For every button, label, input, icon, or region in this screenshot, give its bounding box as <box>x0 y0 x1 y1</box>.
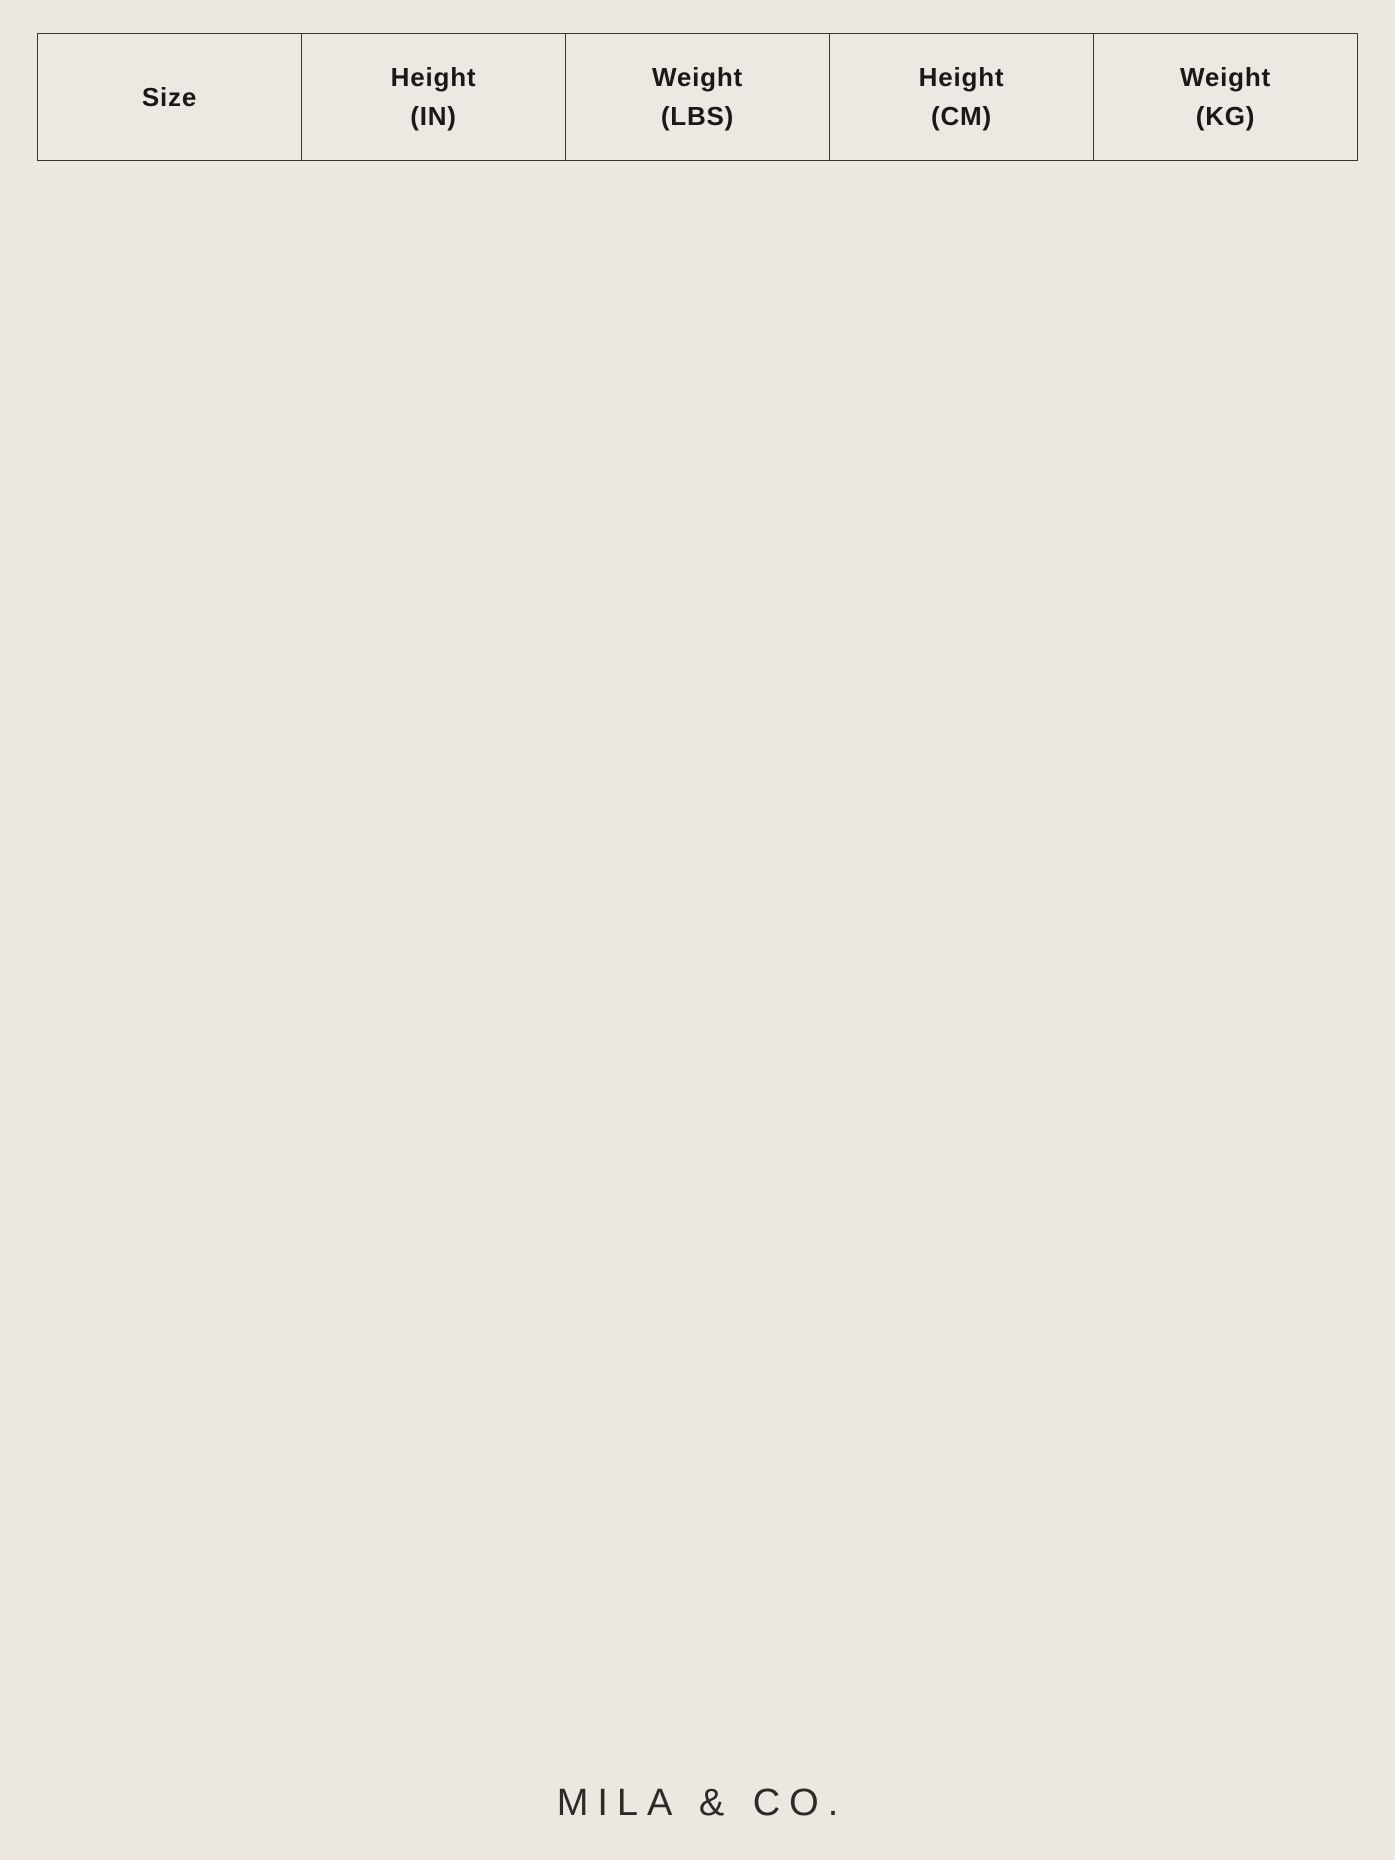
table-row <box>38 1503 1358 1625</box>
table-row <box>38 649 1358 771</box>
table-row <box>38 771 1358 893</box>
column-header <box>830 34 1094 161</box>
column-header <box>38 34 302 161</box>
table-body <box>38 161 1358 1747</box>
header-label-line1: Height <box>390 62 477 92</box>
size-chart-table <box>37 33 1358 1747</box>
table-row <box>38 1625 1358 1747</box>
table-row <box>38 1381 1358 1503</box>
column-header <box>566 34 830 161</box>
table-row <box>38 1015 1358 1137</box>
table-row <box>38 161 1358 283</box>
table-row <box>38 1259 1358 1381</box>
header-label-line1: Height <box>918 62 1005 92</box>
header-label-line2: (LBS) <box>660 101 735 131</box>
table-row <box>38 893 1358 1015</box>
header-label-line1: Weight <box>1180 62 1271 92</box>
brand-logo: MILA & CO. <box>556 1782 848 1824</box>
column-header <box>1094 34 1358 161</box>
header-label-line2: (IN) <box>410 101 457 131</box>
header-label-line2: (KG) <box>1195 101 1256 131</box>
header-label-line1: Weight <box>652 62 743 92</box>
table-row <box>38 405 1358 527</box>
column-header <box>302 34 566 161</box>
table-row <box>38 283 1358 405</box>
table-row <box>38 527 1358 649</box>
header-label-line1: Size <box>141 81 198 112</box>
header-label-line2: (CM) <box>931 101 992 131</box>
header-row <box>38 34 1358 161</box>
table-row <box>38 1137 1358 1259</box>
table-header <box>38 34 1358 161</box>
